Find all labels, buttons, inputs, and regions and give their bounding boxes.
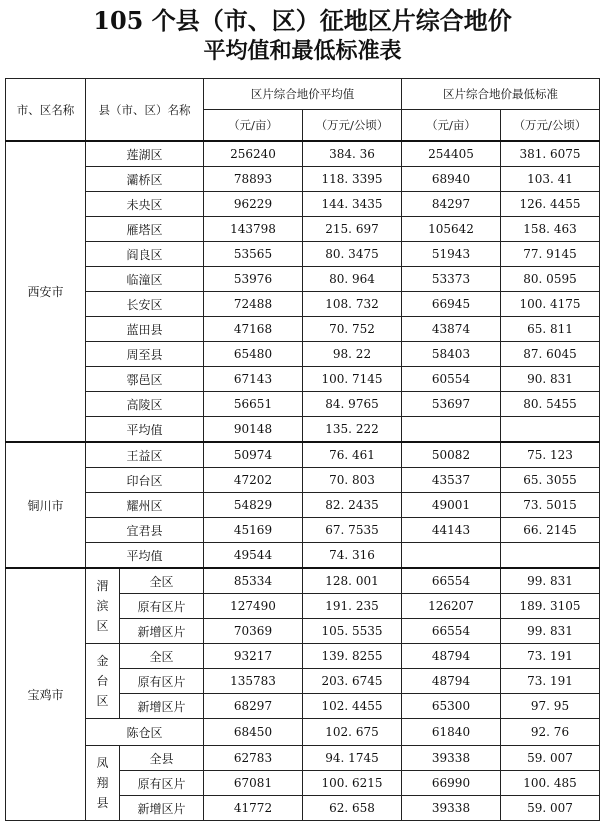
min-yuan-cell: 66990: [402, 771, 501, 796]
avg-yuan-cell: 72488: [204, 292, 303, 317]
table-row: [6, 292, 600, 317]
avg-wan-cell: 100. 6215: [303, 771, 402, 796]
min-yuan-cell: 58403: [402, 342, 501, 367]
min-yuan-cell: 50082: [402, 442, 501, 468]
table-row: [6, 392, 600, 417]
avg-yuan-cell: 135783: [204, 669, 303, 694]
min-yuan-cell: [402, 417, 501, 443]
land-price-table: [5, 78, 600, 821]
min-yuan-cell: 53697: [402, 392, 501, 417]
avg-yuan-cell: 47202: [204, 468, 303, 493]
min-yuan-cell: 44143: [402, 518, 501, 543]
avg-wan-cell: 105. 5535: [303, 619, 402, 644]
min-wan-cell: [501, 543, 600, 569]
min-wan-cell: 126. 4455: [501, 192, 600, 217]
county-name: 陈仓区: [86, 719, 204, 746]
min-yuan-cell: [402, 543, 501, 569]
table-row: [6, 568, 600, 594]
min-yuan-cell: 48794: [402, 669, 501, 694]
min-yuan-cell: 254405: [402, 141, 501, 167]
sub-area-name: 新增区片: [120, 619, 204, 644]
avg-yuan-cell: 50974: [204, 442, 303, 468]
avg-yuan-cell: 67143: [204, 367, 303, 392]
min-wan-cell: 100. 485: [501, 771, 600, 796]
avg-yuan-cell: 127490: [204, 594, 303, 619]
avg-wan-cell: 70. 803: [303, 468, 402, 493]
min-wan-cell: 66. 2145: [501, 518, 600, 543]
min-wan-cell: 100. 4175: [501, 292, 600, 317]
table-row: [6, 267, 600, 292]
avg-wan-cell: 102. 4455: [303, 694, 402, 719]
county-name: 印台区: [86, 468, 204, 493]
avg-wan-cell: 215. 697: [303, 217, 402, 242]
min-yuan-cell: 66554: [402, 619, 501, 644]
sub-area-name: 原有区片: [120, 669, 204, 694]
avg-wan-cell: 128. 001: [303, 568, 402, 594]
table-row: [6, 746, 600, 771]
sub-area-name: 全县: [120, 746, 204, 771]
avg-wan-cell: 384. 36: [303, 141, 402, 167]
min-yuan-cell: 43537: [402, 468, 501, 493]
min-wan-cell: 59. 007: [501, 796, 600, 821]
min-yuan-cell: 39338: [402, 746, 501, 771]
avg-wan-cell: 62. 658: [303, 796, 402, 821]
min-yuan-cell: 60554: [402, 367, 501, 392]
header-unit-min-yuan: （元/亩）: [402, 110, 501, 142]
min-yuan-cell: 43874: [402, 317, 501, 342]
avg-wan-cell: 84. 9765: [303, 392, 402, 417]
avg-yuan-cell: 45169: [204, 518, 303, 543]
min-yuan-cell: 66554: [402, 568, 501, 594]
header-county: 县（市、区）名称: [86, 79, 204, 142]
county-name: 平均值: [86, 417, 204, 443]
table-row: [6, 367, 600, 392]
avg-yuan-cell: 65480: [204, 342, 303, 367]
avg-yuan-cell: 68450: [204, 719, 303, 746]
table-row: [6, 644, 600, 669]
avg-wan-cell: 108. 732: [303, 292, 402, 317]
county-name: 耀州区: [86, 493, 204, 518]
sub-area-name: 新增区片: [120, 694, 204, 719]
min-wan-cell: [501, 417, 600, 443]
min-yuan-cell: 39338: [402, 796, 501, 821]
avg-wan-cell: 144. 3435: [303, 192, 402, 217]
min-wan-cell: 59. 007: [501, 746, 600, 771]
min-yuan-cell: 51943: [402, 242, 501, 267]
min-wan-cell: 73. 5015: [501, 493, 600, 518]
avg-yuan-cell: 68297: [204, 694, 303, 719]
avg-wan-cell: 74. 316: [303, 543, 402, 569]
min-wan-cell: 189. 3105: [501, 594, 600, 619]
district-label-fengxiang: 凤 翔 县: [86, 746, 120, 821]
county-name: 雁塔区: [86, 217, 204, 242]
min-yuan-cell: 61840: [402, 719, 501, 746]
table-row: [6, 217, 600, 242]
county-name: 临潼区: [86, 267, 204, 292]
avg-wan-cell: 100. 7145: [303, 367, 402, 392]
table-row: [6, 192, 600, 217]
county-name: 王益区: [86, 442, 204, 468]
county-name: 长安区: [86, 292, 204, 317]
avg-yuan-cell: 143798: [204, 217, 303, 242]
min-wan-cell: 87. 6045: [501, 342, 600, 367]
min-wan-cell: 99. 831: [501, 568, 600, 594]
city-cell-tongchuan: 铜川市: [6, 442, 86, 568]
district-label-weibin: 渭 滨 区: [86, 568, 120, 644]
avg-wan-cell: 94. 1745: [303, 746, 402, 771]
table-row-average: [6, 543, 600, 569]
table-row: [6, 317, 600, 342]
avg-yuan-cell: 53976: [204, 267, 303, 292]
avg-yuan-cell: 70369: [204, 619, 303, 644]
county-name: 灞桥区: [86, 167, 204, 192]
avg-yuan-cell: 96229: [204, 192, 303, 217]
county-name: 鄠邑区: [86, 367, 204, 392]
avg-wan-cell: 82. 2435: [303, 493, 402, 518]
min-wan-cell: 92. 76: [501, 719, 600, 746]
min-yuan-cell: 68940: [402, 167, 501, 192]
county-name: 阎良区: [86, 242, 204, 267]
avg-yuan-cell: 78893: [204, 167, 303, 192]
district-label-jintai: 金 台 区: [86, 644, 120, 719]
min-yuan-cell: 126207: [402, 594, 501, 619]
county-name: 蓝田县: [86, 317, 204, 342]
min-yuan-cell: 65300: [402, 694, 501, 719]
table-row: [6, 167, 600, 192]
avg-wan-cell: 191. 235: [303, 594, 402, 619]
min-wan-cell: 97. 95: [501, 694, 600, 719]
sub-area-name: 全区: [120, 644, 204, 669]
avg-yuan-cell: 54829: [204, 493, 303, 518]
avg-yuan-cell: 47168: [204, 317, 303, 342]
table-row: [6, 493, 600, 518]
avg-wan-cell: 70. 752: [303, 317, 402, 342]
min-yuan-cell: 66945: [402, 292, 501, 317]
header-unit-avg-yuan: （元/亩）: [204, 110, 303, 142]
min-wan-cell: 65. 3055: [501, 468, 600, 493]
county-name: 未央区: [86, 192, 204, 217]
avg-yuan-cell: 85334: [204, 568, 303, 594]
table-row: [6, 141, 600, 167]
avg-yuan-cell: 56651: [204, 392, 303, 417]
avg-wan-cell: 203. 6745: [303, 669, 402, 694]
avg-yuan-cell: 62783: [204, 746, 303, 771]
min-wan-cell: 381. 6075: [501, 141, 600, 167]
min-wan-cell: 80. 0595: [501, 267, 600, 292]
avg-yuan-cell: 67081: [204, 771, 303, 796]
avg-wan-cell: 139. 8255: [303, 644, 402, 669]
min-yuan-cell: 48794: [402, 644, 501, 669]
header-min-group: 区片综合地价最低标准: [402, 79, 600, 110]
sub-area-name: 全区: [120, 568, 204, 594]
min-wan-cell: 80. 5455: [501, 392, 600, 417]
avg-wan-cell: 76. 461: [303, 442, 402, 468]
avg-yuan-cell: 90148: [204, 417, 303, 443]
min-wan-cell: 90. 831: [501, 367, 600, 392]
min-wan-cell: 103. 41: [501, 167, 600, 192]
min-wan-cell: 99. 831: [501, 619, 600, 644]
min-wan-cell: 73. 191: [501, 669, 600, 694]
avg-wan-cell: 102. 675: [303, 719, 402, 746]
city-cell-baoji: 宝鸡市: [6, 568, 86, 821]
avg-yuan-cell: 41772: [204, 796, 303, 821]
sub-area-name: 原有区片: [120, 594, 204, 619]
avg-yuan-cell: 53565: [204, 242, 303, 267]
county-name: 周至县: [86, 342, 204, 367]
sub-area-name: 原有区片: [120, 771, 204, 796]
table-row: [6, 442, 600, 468]
table-row: [6, 719, 600, 746]
avg-wan-cell: 67. 7535: [303, 518, 402, 543]
header-city: 市、区名称: [6, 79, 86, 142]
min-yuan-cell: 53373: [402, 267, 501, 292]
min-yuan-cell: 105642: [402, 217, 501, 242]
min-yuan-cell: 49001: [402, 493, 501, 518]
min-wan-cell: 158. 463: [501, 217, 600, 242]
table-row: [6, 242, 600, 267]
header-unit-min-wan: （万元/公顷）: [501, 110, 600, 142]
table-row: [6, 342, 600, 367]
avg-wan-cell: 80. 964: [303, 267, 402, 292]
table-row: [6, 468, 600, 493]
table-row: [6, 518, 600, 543]
table-row-average: [6, 417, 600, 443]
county-name: 高陵区: [86, 392, 204, 417]
header-avg-group: 区片综合地价平均值: [204, 79, 402, 110]
min-wan-cell: 65. 811: [501, 317, 600, 342]
county-name: 平均值: [86, 543, 204, 569]
avg-wan-cell: 80. 3475: [303, 242, 402, 267]
county-name: 宜君县: [86, 518, 204, 543]
min-yuan-cell: 84297: [402, 192, 501, 217]
county-name: 莲湖区: [86, 141, 204, 167]
avg-wan-cell: 98. 22: [303, 342, 402, 367]
avg-wan-cell: 135. 222: [303, 417, 402, 443]
min-wan-cell: 77. 9145: [501, 242, 600, 267]
avg-yuan-cell: 256240: [204, 141, 303, 167]
avg-yuan-cell: 93217: [204, 644, 303, 669]
city-cell-xian: 西安市: [6, 141, 86, 442]
min-wan-cell: 73. 191: [501, 644, 600, 669]
avg-wan-cell: 118. 3395: [303, 167, 402, 192]
page-title: 105 个县（市、区）征地区片综合地价: [93, 6, 512, 35]
avg-yuan-cell: 49544: [204, 543, 303, 569]
sub-area-name: 新增区片: [120, 796, 204, 821]
min-wan-cell: 75. 123: [501, 442, 600, 468]
header-unit-avg-wan: （万元/公顷）: [303, 110, 402, 142]
page-subtitle: 平均值和最低标准表: [203, 38, 402, 64]
